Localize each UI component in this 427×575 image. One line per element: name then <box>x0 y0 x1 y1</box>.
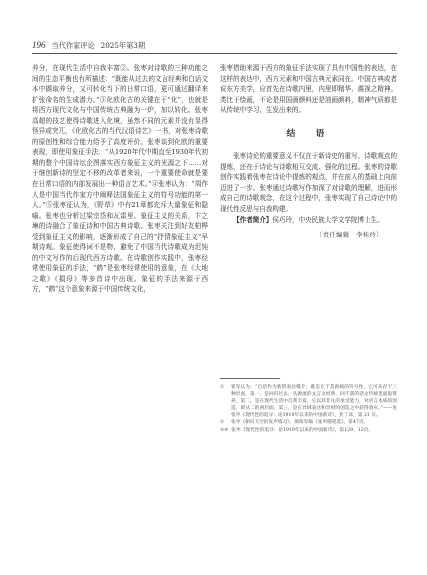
footnote-mark: ③④ <box>220 427 229 433</box>
footnote <box>220 384 397 419</box>
footnote <box>220 419 397 426</box>
body-paragraph: 张枣诗论的重要意义不仅在于新诗史的重写、诗歌观点的提炼，还在于诗论与诗歌相互交流、强化的过程。张枣的诗歌创作实践着张枣在诗论中提炼的观点，并在前人的基础上向前迈进了一步。张枣通过诗歌写作加深了对诗歌的理解，进而形成自己的诗歌观念，在这个过程中，张枣实现了自己诗论中的现代性反思与自我构建。 <box>220 152 397 214</box>
footnote-text: 崔军认为：“自话作为新的表达媒介，既是在于其新载的符号性，它可从存于三种层面，第一，是回归过去，从源流的文言文经典，回不落的话文传统里面取资养，第二，是在现代生活中自我丰富，它以其非凡的承受能力，对语言本质的创造，即从二的两层面，第三，是在异域表达和异时的创造之中获得效应。”——见张枣《现代性的追寻：论1919年以来的中国新诗》，亚丁译，第 21 页。 <box>231 385 397 419</box>
left-column <box>32 63 208 295</box>
footnote <box>220 427 397 434</box>
header-rule <box>32 53 397 54</box>
footnote-text: 张枣《现代性的追寻：论1919年以来的中国新诗》，第129、12页。 <box>231 427 374 433</box>
body-paragraph: 张枣借助来源于西方的象征手法实现了具有中国性的表达，在这样的表达中，西方元素和中国古典元素同在。中国古典或者说东方美学，应首先在诗歌内里，内里即精华、震视之精神。类比于绘画，不论是用国画颜料还是油画颜料，精神气质都是从传统中学习、生发出来的。 <box>220 64 397 115</box>
footnote-rule <box>220 378 280 379</box>
footnote-mark: ① <box>220 385 225 390</box>
footnote-mark: ② <box>220 420 225 426</box>
author-bio <box>220 215 397 226</box>
footnote-text: 张枣《朝向天空的发声练习》，颜炼军编《张枣随笔选》，第47页。 <box>231 420 369 426</box>
author-bio-label: 【作者简介】 <box>233 215 273 224</box>
journal-name: 当代作家评论 <box>51 41 95 50</box>
page-number: 196 <box>32 40 46 50</box>
author-bio-text: 侯巧玲，中央民族大学文学院博士生。 <box>272 215 384 224</box>
responsible-editor: 〔责任编辑 李桂玲〕 <box>316 232 383 240</box>
footnotes <box>220 384 397 434</box>
right-column <box>220 63 397 242</box>
section-title: 结 语 <box>286 128 331 139</box>
body-paragraph: 养分，在现代生活中自我丰富②。张枣对诗歌的三种功能之间的生态平衡也有所描述：“既能从过去的文言经典和白话文本中撷取养分，又可转化当下的日常口语，更可通过翻译来扩张命名的生成潜力。”③化欧化古的关键在于“化”，也就是将西方现代文化与中国传统古典融为一炉，加以转化。张枣高超的技艺使得诗歌进入化境，虽然不同的元素并没有显得怪异或突兀，《化欧化古的当代汉语诗艺》一书，对张枣诗歌的原创性和综合能力给予了高度评价。张枣谈到化欧的重要表现，即使用象征手法：“从1920年代中期直至1930年代初期的整个中国诗坛企图落实西方象征主义的光源之下……对于继创新诗的坚定不移的改革者来说，一个重要使命就是要在日常口语的内部发展出一种语言艺术。”④张枣认为：“周作人是中国当代作家方中阐释法国象征主义的符号功能的第一人。”⑤张枣征认为，《野草》中有21章都充斥大量象征和隐喻。张枣也分析过梁宗岱和瓦雷里、象征主义的关系，卞之琳的诗融合了象征诗和中国古典诗歌。张枣关注到好友柏桦受到象征主义的影响，逐渐形成了自己的“抒情象征主义”早期诗观。象征使得词不是物，避免了中国当代诗歌成为迟钝的中文写作的后现代西方诗歌。在诗歌创作实践中，张枣经常使用象征的手法，“鹤”是张枣经常使用的意象，在《大地之歌》《損母》等多首诗中出现。象征的手法来源于西方，“鹤”这个意象来源于中国传统文化， <box>32 64 208 294</box>
running-header <box>32 40 397 51</box>
journal-issue: 2025年第3期 <box>100 41 146 50</box>
